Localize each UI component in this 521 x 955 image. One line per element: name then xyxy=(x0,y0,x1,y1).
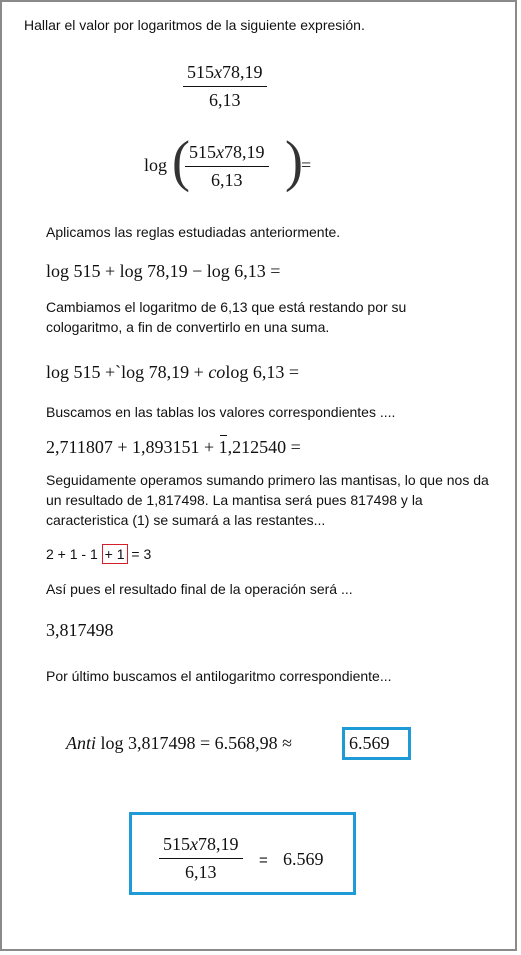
fraction-denominator: 6,13 xyxy=(185,862,217,882)
step-rules-text: Aplicamos las reglas estudiadas anteriormente. xyxy=(46,224,341,240)
table-lookup-text: Buscamos en las tablas los valores correspondientes .... xyxy=(46,404,396,420)
fraction-numerator: 515x78,19 xyxy=(159,834,243,859)
final-answer-box xyxy=(129,812,356,895)
final-fraction xyxy=(159,834,243,883)
antilog-result: 6.569 xyxy=(349,733,390,753)
table-values-formula: 2,711807 + 1,893151 + 1,212540 = xyxy=(46,437,301,457)
log-sum-formula: log 515 + log 78,19 − log 6,13 = xyxy=(46,261,281,281)
fraction-numerator: 515x78,19 xyxy=(183,62,267,87)
expression-fraction xyxy=(183,62,267,111)
log-result-value: 3,817498 xyxy=(46,620,114,640)
fraction-denominator: 6,13 xyxy=(211,170,243,190)
mantissa-text: Seguidamente operamos sumando primero las mantisas, lo que nos da un resultado de 1,817498. La mantisa será pues 817498 y la caracteristica (1) se sumará a las restantes... xyxy=(46,472,489,528)
cologarithm-formula: log 515 +`log 78,19 + colog 6,13 = xyxy=(46,362,299,382)
left-paren: ( xyxy=(172,129,190,193)
equals-sign: = xyxy=(301,155,312,175)
cologarithm-text: Cambiamos el logaritmo de 6,13 que está restando por su cologaritmo, a fin de convertirlo en una suma. xyxy=(46,299,407,335)
fraction-denominator: 6,13 xyxy=(209,90,241,110)
problem-statement: Hallar el valor por logaritmos de la siguiente expresión. xyxy=(24,17,365,33)
final-equals: = xyxy=(259,852,268,869)
antilog-text: Por último buscamos el antilogaritmo correspondiente... xyxy=(46,668,392,684)
carried-one-box: + 1 xyxy=(102,544,128,564)
antilog-formula: Anti log 3,817498 = 6.568,98 ≈ xyxy=(66,733,293,753)
right-paren: ) xyxy=(285,129,303,193)
characteristic-sum: 2 + 1 - 1 + 1 = 3 xyxy=(46,546,152,562)
negative-characteristic: 1 xyxy=(218,437,228,457)
final-result-text: Así pues el resultado final de la operación será ... xyxy=(46,581,353,597)
log-expression-fraction xyxy=(185,142,269,191)
antilog-result-box xyxy=(342,727,411,760)
log-label: log xyxy=(144,155,168,175)
final-result: 6.569 xyxy=(283,849,324,869)
fraction-numerator: 515x78,19 xyxy=(185,142,269,167)
